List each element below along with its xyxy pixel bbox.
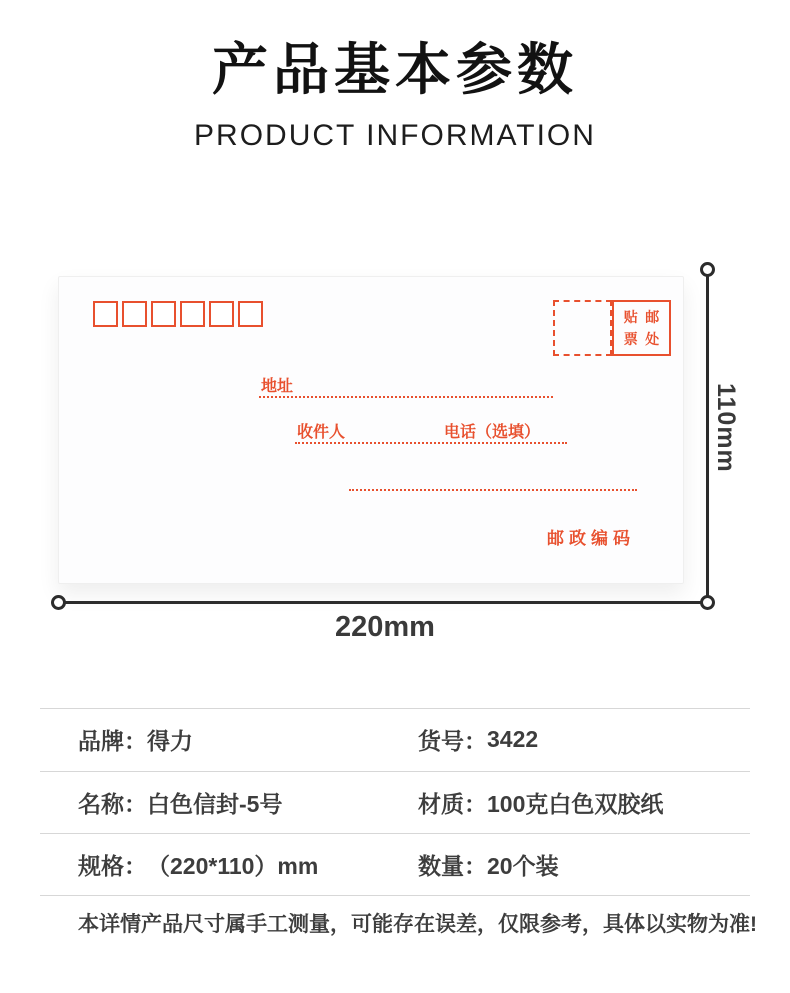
- size-label: 规格：: [78, 852, 147, 879]
- sku-value: 3422: [487, 726, 539, 752]
- stamp-char: 邮: [645, 309, 660, 325]
- sku-label: 货号：: [418, 728, 487, 754]
- stamp-char: 贴: [623, 309, 638, 325]
- brand-value: 得力: [147, 728, 193, 754]
- brand-label: 品牌：: [78, 728, 147, 754]
- extra-dotted-line: [349, 489, 637, 491]
- name-cell: [78, 771, 282, 833]
- width-dimension-line: [58, 601, 708, 604]
- spec-row-brand-sku: [0, 708, 790, 771]
- material-label: 材质：: [418, 790, 487, 817]
- spec-row-name-material: [0, 771, 790, 833]
- size-cell: [78, 833, 318, 895]
- stamp-solid-box: [612, 300, 671, 356]
- postcode-box: [93, 301, 118, 327]
- width-dimension-label: 220mm: [335, 611, 435, 643]
- dimension-endpoint-circle: [700, 262, 715, 277]
- page-subtitle: PRODUCT INFORMATION: [194, 119, 596, 152]
- recipient-label: 收件人: [297, 424, 346, 441]
- envelope-illustration: [58, 276, 684, 584]
- material-cell: [418, 771, 663, 833]
- postcode-label: 邮政编码: [547, 529, 635, 548]
- address-label: 地址: [261, 378, 294, 395]
- height-dimension-line: [706, 269, 709, 603]
- postcode-box: [122, 301, 147, 327]
- height-dimension-label: 110mm: [712, 383, 740, 473]
- page-title: 产品基本参数: [212, 38, 578, 101]
- disclaimer-text: 本详情产品尺寸属手工测量，可能存在误差，仅限参考，具体以实物为准!: [78, 913, 757, 936]
- stamp-char: 处: [645, 331, 660, 347]
- name-label: 名称：: [78, 790, 147, 817]
- stamp-char: 票: [623, 331, 638, 347]
- spec-row-size-quantity: [0, 833, 790, 895]
- disclaimer-row: [0, 895, 790, 993]
- dimension-endpoint-circle: [51, 595, 66, 610]
- material-value: 100克白色双胶纸: [487, 790, 664, 817]
- postcode-box: [238, 301, 263, 327]
- quantity-label: 数量：: [418, 852, 487, 879]
- postcode-box: [209, 301, 234, 327]
- name-value: 白色信封-5号: [147, 790, 283, 817]
- recipient-dotted-line: [295, 442, 567, 444]
- postcode-boxes: [93, 301, 263, 327]
- postcode-box: [151, 301, 176, 327]
- dimension-endpoint-circle: [700, 595, 715, 610]
- address-dotted-line: [259, 396, 553, 398]
- stamp-dashed-box: [553, 300, 612, 356]
- brand-cell: [78, 708, 193, 771]
- postcode-box: [180, 301, 205, 327]
- quantity-cell: [418, 833, 559, 895]
- size-value: （220*110）mm: [147, 852, 319, 879]
- sku-cell: [418, 708, 538, 771]
- quantity-value: 20个装: [487, 852, 559, 879]
- phone-label: 电话（选填）: [444, 424, 541, 441]
